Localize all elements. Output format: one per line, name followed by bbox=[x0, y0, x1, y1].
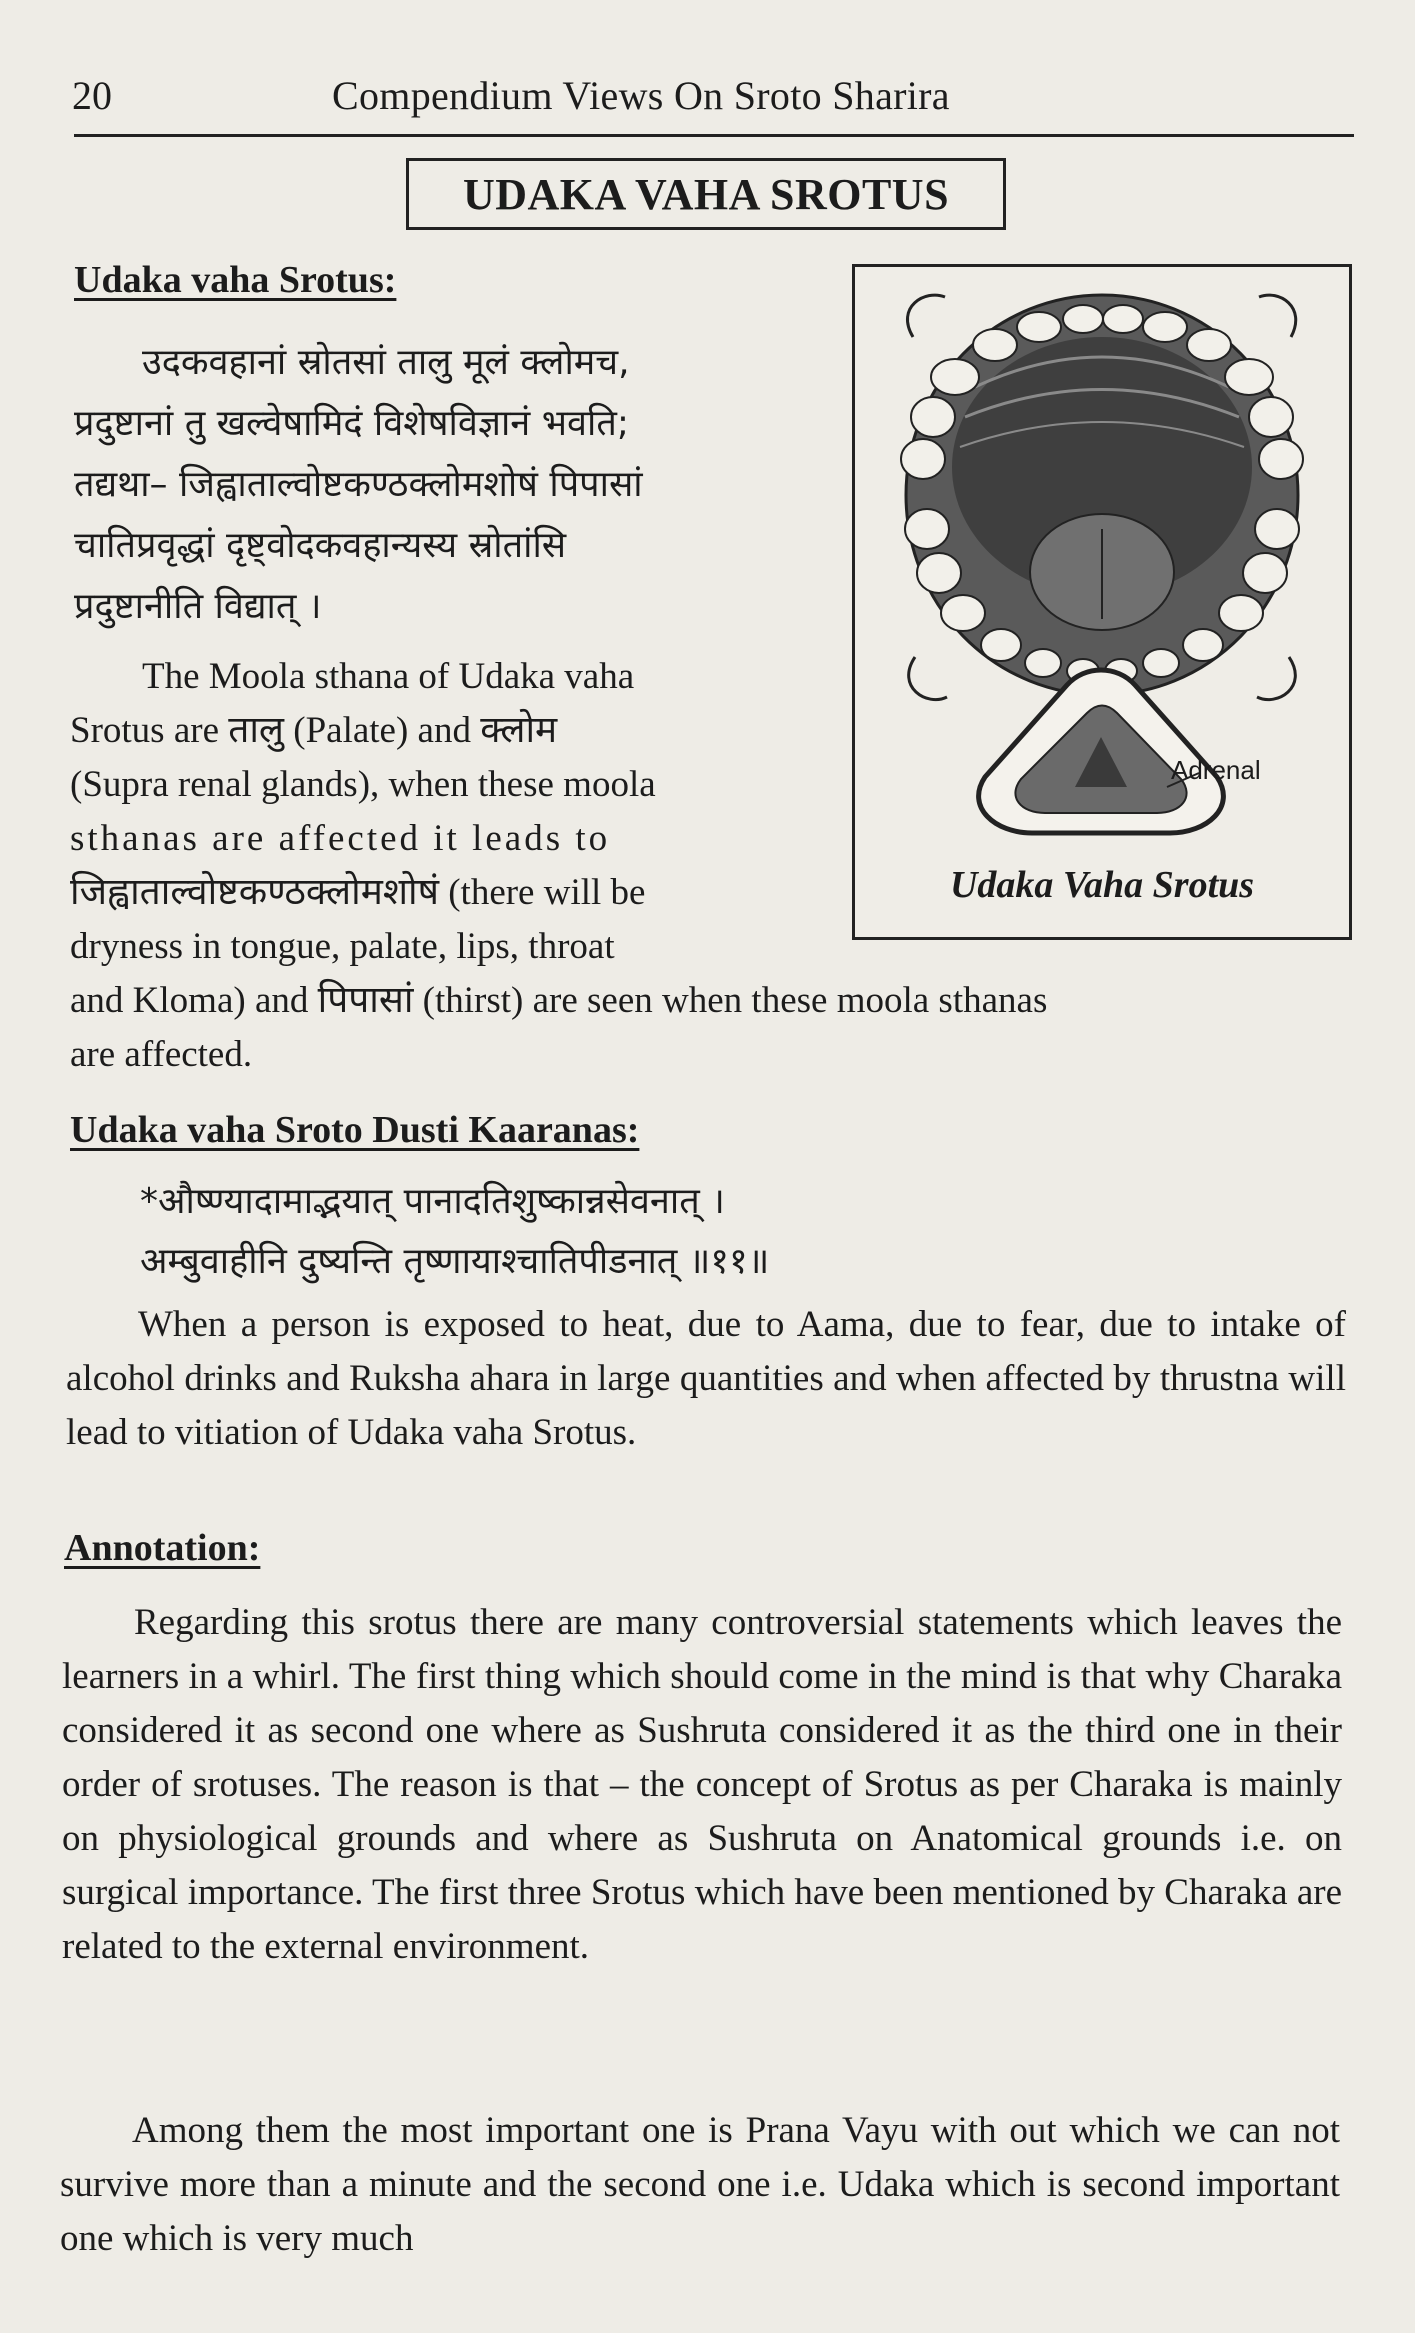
paragraph-text: Among them the most important one is Prana Vayu with out which we can not survive more than a minute and the second one i.e. Udaka which is second important one which is very much bbox=[60, 2110, 1340, 2259]
oral-cavity-illustration bbox=[855, 267, 1349, 937]
verse-line: चातिप्रवृद्धां दृष्ट्वोदकवहान्यस्य स्रोतांसि bbox=[74, 525, 567, 566]
paragraph-line: Srotus are तालु (Palate) and क्लोम bbox=[70, 710, 558, 751]
retractor-right-top bbox=[1259, 295, 1296, 337]
annotation-paragraph-2 bbox=[60, 2104, 1340, 2266]
annotation-heading: Annotation: bbox=[64, 1527, 261, 1569]
dusti-sanskrit-verse bbox=[140, 1172, 1340, 1292]
udaka-vaha-srotus-figure bbox=[852, 264, 1352, 940]
header-rule bbox=[74, 134, 1354, 137]
verse-line: प्रदुष्टानां तु खल्वेषामिदं विशेषविज्ञानं भवति; bbox=[74, 403, 629, 444]
intro-heading: Udaka vaha Srotus: bbox=[74, 259, 397, 301]
adrenal-label: Adrenal bbox=[1171, 755, 1261, 785]
verse-line: *औष्ण्यादामाद्भयात् पानादतिशुष्कान्नसेवनात् । bbox=[140, 1181, 725, 1222]
annotation-paragraph-1 bbox=[62, 1596, 1342, 1974]
verse-line: उदकवहानां स्रोतसां तालु मूलं क्लोमच, bbox=[142, 342, 630, 383]
verse-line: प्रदुष्टानीति विद्यात् । bbox=[74, 586, 322, 627]
retractor-right-bottom bbox=[1257, 657, 1295, 700]
paragraph-line: जिह्वाताल्वोष्टकण्ठक्लोमशोषं (there will be bbox=[70, 872, 646, 913]
verse-line: तद्यथा– जिह्वाताल्वोष्टकण्ठक्लोमशोषं पिपासां bbox=[74, 464, 643, 505]
section-title-box bbox=[406, 158, 1006, 230]
paragraph-line: and Kloma) and पिपासां (thirst) are seen when these moola sthanas bbox=[70, 980, 1048, 1021]
moola-sthana-paragraph bbox=[70, 650, 810, 974]
paragraph-line: (Supra renal glands), when these moola bbox=[70, 764, 656, 805]
figure-caption: Udaka Vaha Srotus bbox=[949, 864, 1255, 906]
paragraph-line: The Moola sthana of Udaka vaha bbox=[142, 656, 635, 697]
verse-line: अम्बुवाहीनि दुष्यन्ति तृष्णायाश्चातिपीडनात् ॥११॥ bbox=[140, 1241, 770, 1282]
page-header bbox=[72, 72, 1352, 126]
paragraph-line: dryness in tongue, palate, lips, throat bbox=[70, 926, 615, 967]
retractor-left-top bbox=[907, 295, 945, 337]
dusti-paragraph bbox=[66, 1298, 1346, 1460]
page-number: 20 bbox=[72, 73, 112, 118]
running-title: Compendium Views On Sroto Sharira bbox=[332, 73, 950, 118]
moola-sthana-paragraph-continued bbox=[70, 974, 1350, 1082]
paragraph-line: are affected. bbox=[70, 1034, 253, 1075]
paragraph-line: sthanas are affected it leads to bbox=[70, 818, 611, 859]
dusti-kaaranas-heading: Udaka vaha Sroto Dusti Kaaranas: bbox=[70, 1109, 640, 1151]
paragraph-text: Regarding this srotus there are many controversial statements which leaves the learners in a whirl. The first thing which should come in the mind is that why Charaka considered it as second one where as Sushruta considered it as the third one in their order of srotuses. The reason is that – the concept of Srotus as per Charaka is mainly on physiological grounds and where as Sushruta on Anatomical grounds i.e. on surgical importance. The first three Srotus which have been mentioned by Charaka are related to the external environment. bbox=[62, 1602, 1342, 1967]
paragraph-text: When a person is exposed to heat, due to Aama, due to fear, due to intake of alcohol drinks and Ruksha ahara in large quantities and when affected by thrustna will lead to vitiation of Udaka vaha Srotus. bbox=[66, 1304, 1346, 1453]
retractor-left-bottom bbox=[909, 657, 947, 700]
intro-sanskrit-verse bbox=[74, 332, 814, 637]
section-title: UDAKA VAHA SROTUS bbox=[462, 169, 950, 219]
